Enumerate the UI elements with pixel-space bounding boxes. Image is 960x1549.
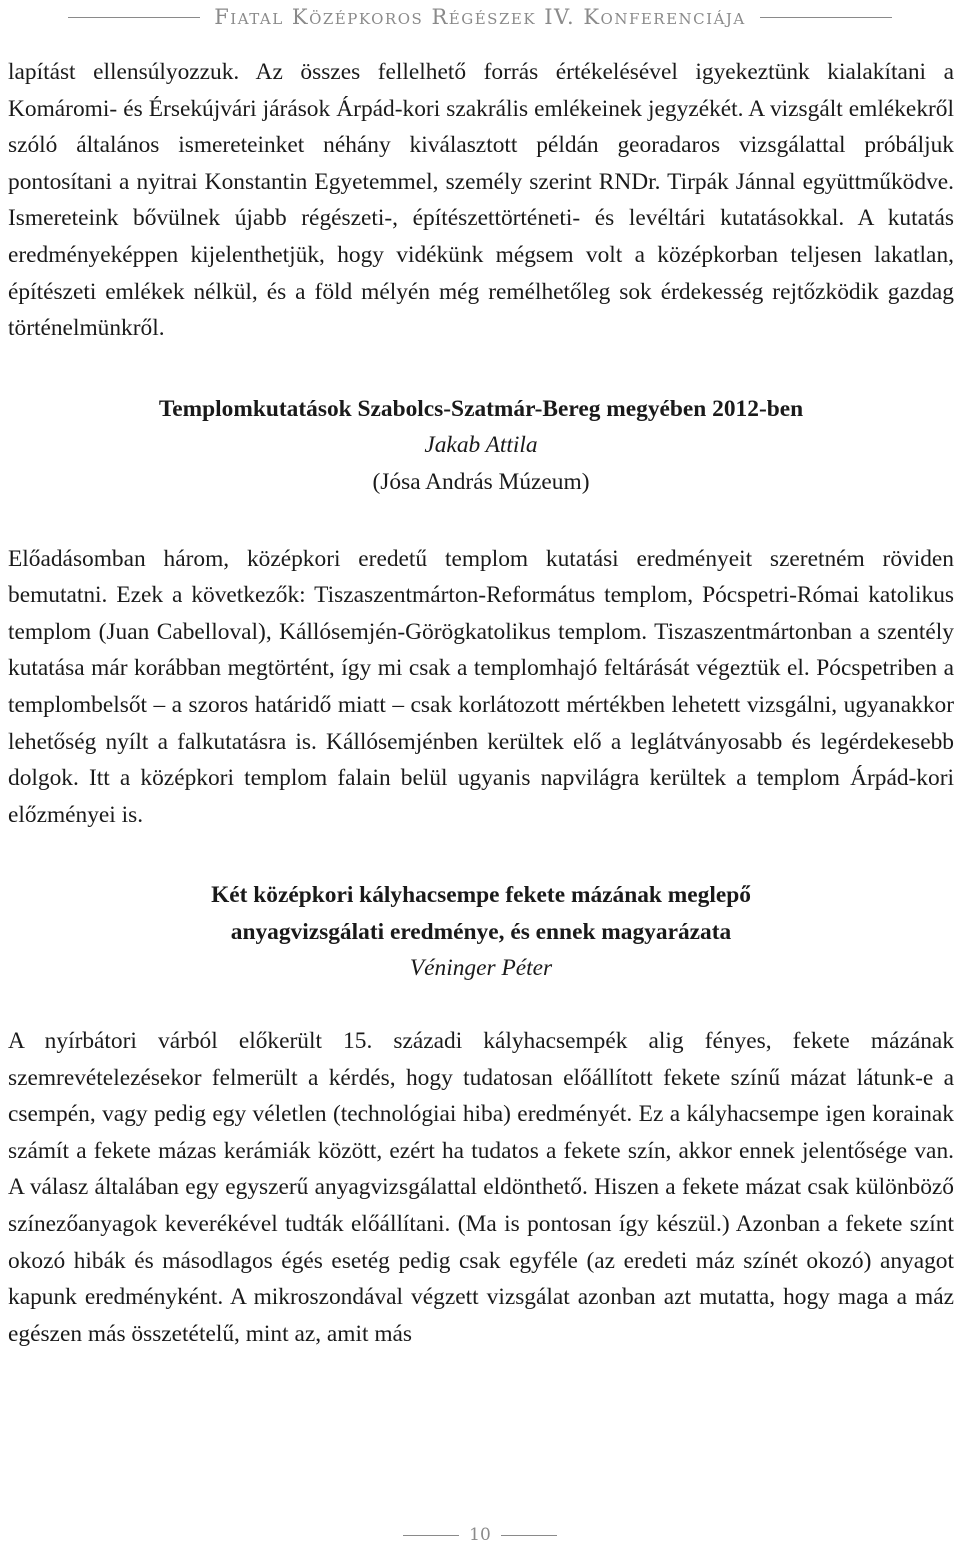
footer-rule-left <box>403 1535 459 1536</box>
header-rule-left <box>68 17 200 18</box>
section2-author: Véninger Péter <box>409 955 553 982</box>
footer-rule-right <box>501 1535 557 1536</box>
section1-body: Előadásomban három, középkori eredetű templom kutatási eredményeit szeretném röviden bemutatni. Ezek a következők: Tiszaszentmárton-Református templom, Pócspetri-Római katolikus templom (Juan Cabelloval), Kállósemjén-Görögkatolikus templom. Tiszaszentmártonban a szentély kutatása már korábban megtörtént, így mi csak a templomhajó feltárását végeztük el. Pócspetriben a templombelsőt – a szoros határidő miatt – csak korlátozott mértékben lehetett vizsgálni, ugyanakkor lehetőség nyílt a falkutatásra is. Kállósemjénben kerültek elő a leglátványosabb és legérdekesebb dolgok. Itt a középkori templom falain belül ugyanis napvilágra kerültek a templom Árpád-kori előzményei is. <box>8 545 954 828</box>
section2-title-line2: anyagvizsgálati eredménye, és ennek magyarázata <box>230 918 732 945</box>
running-header <box>0 0 960 34</box>
section1-title: Templomkutatások Szabolcs-Szatmár-Bereg megyében 2012-ben <box>158 395 804 422</box>
section1-author: Jakab Attila <box>424 432 538 459</box>
section2-body: A nyírbátori várból előkerült 15. századi kályhacsempék alig fényes, fekete mázának szemrevételezésekor felmerült a kérdés, hogy tudatosan előállított fekete színű mázat látunk-e a csempén, vagy pedig egy véletlen (technológiai hiba) eredményét. Ez a kályhacsempe igen korainak számít a fekete mázas kerámiák között, ezért ha tudatos a fekete szín, akkor ennek jelentősége van. A válasz általában egy egyszerű anyagvizsgálattal eldönthető. Hiszen a fekete mázat csak különböző színezőanyagok keverékével tudták előállítani. (Ma is pontosan így készül.) Azonban a fekete színt okozó hibák és másodlagos égés esetég pedig csak egyféle (az eredeti máz színét okozó) anyagot kapunk eredményként. A mikroszondával végzett vizsgálat azonban azt mutatta, hogy maga a máz egészen más összetételű, mint az, amit más <box>8 1028 954 1347</box>
header-rule-right <box>760 17 892 18</box>
page-footer <box>0 1522 960 1548</box>
page-number: 10 <box>469 1525 491 1545</box>
running-title: Fiatal Középkoros Régészek IV. Konferenciája <box>214 5 746 29</box>
section2-title-line1: Két középkori kályhacsempe fekete mázának meglepő <box>211 882 751 909</box>
section1-heading <box>8 391 954 501</box>
intro-paragraph: lapítást ellensúlyozzuk. Az összes fellelhető forrás értékelésével igyekeztünk kialakítani a Komáromi- és Érsekújvári járások Árpád-kori szakrális emlékeinek jegyzékét. A vizsgált emlékekről szóló általános ismereteinket néhány kiválasztott példán georadaros vizsgálattal próbáljuk pontosítani a nyitrai Konstantin Egyetemmel, személy szerint RNDr. Tirpák Jánnal együttműködve. Ismereteink bővülnek újabb régészeti-, építészettörténeti- és levéltári kutatásokkal. A kutatás eredményeképpen kijelenthetjük, hogy vidékünk mégsem volt a középkorban teljesen lakatlan, építészeti emlékek nélkül, és a föld mélyén még remélhetőleg sok érdekesség rejtőzködik gazdag történelmünkről. <box>8 59 954 342</box>
page-body <box>8 54 954 1352</box>
section2-heading <box>8 877 954 987</box>
section1-affiliation: (Jósa András Múzeum) <box>372 468 590 495</box>
